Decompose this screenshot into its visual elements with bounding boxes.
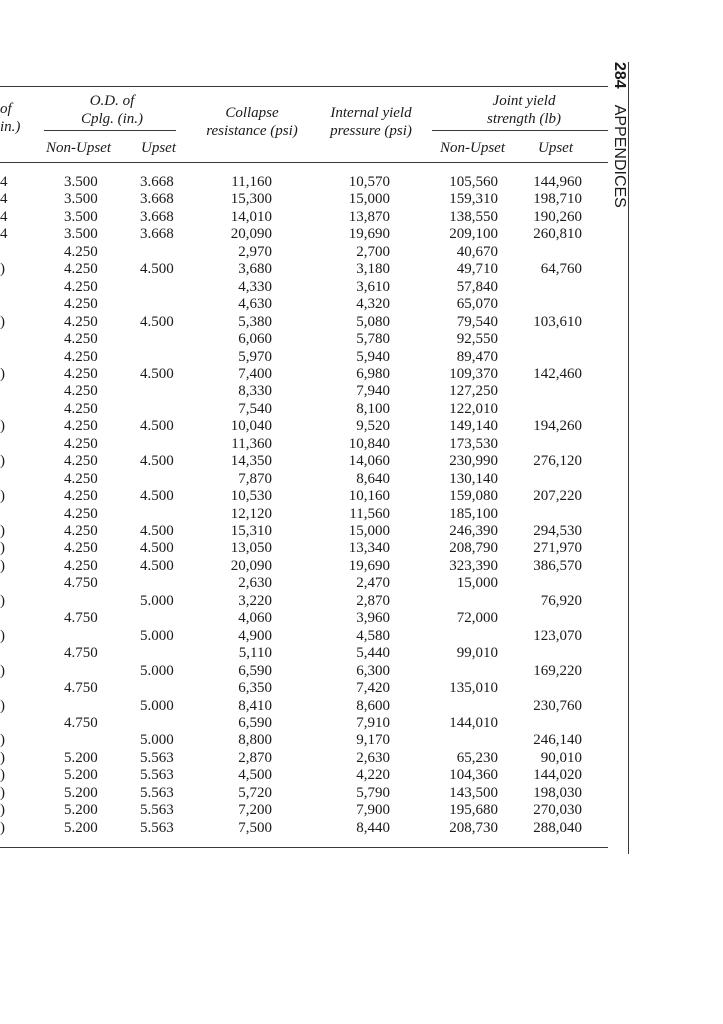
od-non-upset-cell: 3.500 [64, 191, 98, 208]
collapse-cell: 8,800 [238, 732, 272, 749]
od-non-upset-cell: 4.250 [64, 383, 98, 400]
od-non-upset-cell: 5.200 [64, 802, 98, 819]
internal-yield-cell: 8,440 [356, 819, 390, 836]
edge-fragment-cell: ) [0, 488, 5, 505]
collapse-cell: 15,300 [230, 191, 272, 208]
joint-upset-cell: 246,140 [533, 732, 582, 749]
edge-fragment-cell: ) [0, 313, 5, 330]
joint-non-upset-cell: 72,000 [456, 610, 498, 627]
od-upset-cell: 4.500 [140, 365, 174, 382]
joint-non-upset-cell: 173,530 [449, 435, 498, 452]
joint-upset-cell: 260,810 [533, 226, 582, 243]
partial-col-header-line2: in.) [0, 119, 21, 135]
od-group-rule [44, 130, 176, 131]
edge-fragment-cell: ) [0, 418, 5, 435]
od-cplg-header-line2: Cplg. (in.) [80, 111, 144, 127]
joint-non-upset-cell: 105,560 [449, 174, 498, 190]
margin-rule [628, 62, 629, 854]
edge-fragment-cell: ) [0, 662, 5, 679]
collapse-cell: 5,380 [238, 313, 272, 330]
internal-yield-cell: 2,870 [356, 592, 390, 609]
od-non-upset-cell: 4.250 [64, 331, 98, 348]
joint-non-upset-cell: 49,710 [456, 261, 498, 278]
od-upset-cell: 3.668 [140, 208, 174, 225]
collapse-cell: 6,590 [238, 714, 272, 731]
collapse-cell: 5,720 [238, 784, 272, 801]
joint-upset-cell: 194,260 [533, 418, 582, 435]
collapse-cell: 3,220 [238, 592, 272, 609]
joint-non-upset-cell: 109,370 [449, 365, 498, 382]
partial-col-header [0, 100, 20, 136]
od-non-upset-cell: 5.200 [64, 819, 98, 836]
joint-non-upset-cell: 208,790 [449, 540, 498, 557]
internal-yield-cell: 5,440 [356, 645, 390, 662]
collapse-cell: 20,090 [230, 226, 272, 243]
od-non-upset-cell: 4.750 [64, 575, 98, 592]
edge-fragment-cell: ) [0, 784, 5, 801]
joint-non-upset-cell: 130,140 [449, 470, 498, 487]
edge-fragment-cell: 4 [0, 174, 8, 190]
joint-upset-cell: 288,040 [533, 819, 582, 836]
internal-yield-cell: 19,690 [348, 557, 390, 574]
internal-yield-cell: 5,080 [356, 313, 390, 330]
joint-upset-cell: 142,460 [533, 365, 582, 382]
collapse-cell: 7,200 [238, 802, 272, 819]
section-title: APPENDICES [611, 104, 628, 208]
joint-non-upset-cell: 65,230 [456, 749, 498, 766]
collapse-cell: 15,310 [230, 523, 272, 539]
collapse-cell: 2,970 [238, 243, 272, 260]
table-bottom-rule [0, 847, 608, 848]
collapse-cell: 3,680 [238, 261, 272, 278]
joint-upset-cell: 144,960 [533, 174, 582, 190]
collapse-cell: 7,500 [238, 819, 272, 836]
internal-yield-header-line1: Internal yield [330, 105, 412, 121]
internal-yield-cell: 19,690 [348, 226, 390, 243]
collapse-cell: 14,350 [230, 453, 272, 470]
internal-yield-header [316, 104, 426, 140]
joint-non-upset-cell: 323,390 [449, 557, 498, 574]
collapse-cell: 10,040 [230, 418, 272, 435]
od-non-upset-cell: 4.750 [64, 645, 98, 662]
collapse-cell: 14,010 [230, 208, 272, 225]
joint-upset-cell: 207,220 [533, 488, 582, 505]
collapse-cell: 5,970 [238, 348, 272, 365]
internal-yield-cell: 11,560 [349, 505, 390, 522]
edge-fragment-cell: ) [0, 819, 5, 836]
od-upset-cell: 4.500 [140, 313, 174, 330]
od-non-upset-cell: 4.250 [64, 488, 98, 505]
collapse-cell: 8,330 [238, 383, 272, 400]
joint-non-upset-cell: 57,840 [456, 278, 498, 295]
joint-non-upset-cell: 144,010 [449, 714, 498, 731]
table-top-rule [0, 86, 608, 87]
od-upset-cell: 5.563 [140, 819, 174, 836]
od-upset-cell: 5.563 [140, 749, 174, 766]
od-non-upset-cell: 4.250 [64, 243, 98, 260]
od-non-upset-cell: 4.250 [64, 313, 98, 330]
joint-upset-cell: 270,030 [533, 802, 582, 819]
edge-fragment-cell: ) [0, 767, 5, 784]
joint-non-upset-cell: 185,100 [449, 505, 498, 522]
od-upset-cell: 5.000 [140, 592, 174, 609]
collapse-cell: 20,090 [230, 557, 272, 574]
joint-non-upset-subheader: Non-Upset [440, 140, 505, 156]
internal-yield-cell: 4,220 [356, 767, 390, 784]
od-upset-cell: 5.000 [140, 662, 174, 679]
od-non-upset-subheader: Non-Upset [46, 140, 111, 156]
collapse-cell: 6,590 [238, 662, 272, 679]
od-non-upset-cell: 3.500 [64, 174, 98, 190]
joint-non-upset-cell: 246,390 [449, 523, 498, 539]
internal-yield-cell: 4,320 [356, 296, 390, 313]
od-non-upset-cell: 4.250 [64, 365, 98, 382]
internal-yield-cell: 5,780 [356, 331, 390, 348]
joint-non-upset-cell: 159,310 [449, 191, 498, 208]
od-non-upset-cell: 4.250 [64, 540, 98, 557]
joint-non-upset-cell: 159,080 [449, 488, 498, 505]
od-upset-cell: 4.500 [140, 261, 174, 278]
collapse-cell: 7,400 [238, 365, 272, 382]
collapse-cell: 11,160 [231, 174, 272, 190]
internal-yield-cell: 6,300 [356, 662, 390, 679]
od-non-upset-cell: 4.750 [64, 610, 98, 627]
internal-yield-cell: 8,640 [356, 470, 390, 487]
collapse-cell: 12,120 [230, 505, 272, 522]
joint-upset-cell: 76,920 [540, 592, 582, 609]
collapse-cell: 8,410 [238, 697, 272, 714]
od-non-upset-cell: 4.250 [64, 470, 98, 487]
od-upset-cell: 5.000 [140, 732, 174, 749]
joint-non-upset-cell: 122,010 [449, 400, 498, 417]
internal-yield-cell: 9,170 [356, 732, 390, 749]
od-upset-subheader: Upset [141, 140, 176, 156]
od-upset-cell: 4.500 [140, 540, 174, 557]
internal-yield-cell: 13,340 [348, 540, 390, 557]
joint-non-upset-cell: 135,010 [449, 680, 498, 697]
joint-upset-subheader: Upset [538, 140, 573, 156]
joint-upset-cell: 198,030 [533, 784, 582, 801]
collapse-cell: 2,630 [238, 575, 272, 592]
joint-yield-header-line1: Joint yield [492, 93, 556, 109]
joint-upset-cell: 294,530 [533, 523, 582, 539]
edge-fragment-cell: ) [0, 732, 5, 749]
edge-fragment-cell: 4 [0, 226, 8, 243]
od-upset-cell: 3.668 [140, 226, 174, 243]
internal-yield-cell: 5,790 [356, 784, 390, 801]
od-non-upset-cell: 4.250 [64, 505, 98, 522]
joint-upset-cell: 386,570 [533, 557, 582, 574]
collapse-cell: 7,540 [238, 400, 272, 417]
od-upset-cell: 4.500 [140, 557, 174, 574]
edge-fragment-cell: 4 [0, 208, 8, 225]
internal-yield-cell: 5,940 [356, 348, 390, 365]
internal-yield-cell: 4,580 [356, 627, 390, 644]
joint-non-upset-cell: 230,990 [449, 453, 498, 470]
joint-upset-cell: 230,760 [533, 697, 582, 714]
joint-upset-cell: 123,070 [533, 627, 582, 644]
internal-yield-cell: 3,610 [356, 278, 390, 295]
internal-yield-cell: 7,420 [356, 680, 390, 697]
joint-yield-header-line2: strength (lb) [486, 111, 562, 127]
internal-yield-cell: 3,960 [356, 610, 390, 627]
internal-yield-cell: 3,180 [356, 261, 390, 278]
internal-yield-cell: 7,900 [356, 802, 390, 819]
edge-fragment-cell: ) [0, 749, 5, 766]
internal-yield-cell: 2,630 [356, 749, 390, 766]
od-non-upset-cell: 5.200 [64, 767, 98, 784]
od-non-upset-cell: 4.750 [64, 680, 98, 697]
od-non-upset-cell: 4.250 [64, 261, 98, 278]
joint-upset-cell: 169,220 [533, 662, 582, 679]
collapse-header [190, 104, 314, 140]
joint-non-upset-cell: 208,730 [449, 819, 498, 836]
collapse-cell: 4,330 [238, 278, 272, 295]
od-cplg-header-line1: O.D. of [89, 93, 135, 109]
joint-yield-header [462, 92, 586, 128]
od-non-upset-cell: 3.500 [64, 226, 98, 243]
od-upset-cell: 5.000 [140, 697, 174, 714]
edge-fragment-cell: ) [0, 261, 5, 278]
od-non-upset-cell: 4.250 [64, 348, 98, 365]
joint-non-upset-cell: 40,670 [456, 243, 498, 260]
internal-yield-cell: 10,160 [348, 488, 390, 505]
edge-fragment-cell: 4 [0, 191, 8, 208]
running-head [611, 62, 676, 212]
od-non-upset-cell: 4.750 [64, 714, 98, 731]
joint-upset-cell: 276,120 [533, 453, 582, 470]
edge-fragment-cell: ) [0, 592, 5, 609]
internal-yield-cell: 10,840 [348, 435, 390, 452]
edge-fragment-cell: ) [0, 453, 5, 470]
joint-non-upset-cell: 209,100 [449, 226, 498, 243]
joint-upset-cell: 144,020 [533, 767, 582, 784]
joint-upset-cell: 198,710 [533, 191, 582, 208]
edge-fragment-cell: ) [0, 802, 5, 819]
od-non-upset-cell: 4.250 [64, 278, 98, 295]
od-non-upset-cell: 3.500 [64, 208, 98, 225]
internal-yield-cell: 2,700 [356, 243, 390, 260]
internal-yield-cell: 15,000 [348, 523, 390, 539]
header-bottom-rule [0, 162, 608, 163]
collapse-cell: 4,500 [238, 767, 272, 784]
joint-non-upset-cell: 99,010 [456, 645, 498, 662]
joint-non-upset-cell: 65,070 [456, 296, 498, 313]
collapse-cell: 13,050 [230, 540, 272, 557]
internal-yield-cell: 14,060 [348, 453, 390, 470]
collapse-cell: 6,060 [238, 331, 272, 348]
joint-non-upset-cell: 15,000 [456, 575, 498, 592]
internal-yield-cell: 8,600 [356, 697, 390, 714]
joint-non-upset-cell: 79,540 [456, 313, 498, 330]
od-cplg-header [52, 92, 172, 128]
od-upset-cell: 5.000 [140, 627, 174, 644]
od-non-upset-cell: 4.250 [64, 400, 98, 417]
edge-fragment-cell: ) [0, 697, 5, 714]
edge-fragment-cell: ) [0, 540, 5, 557]
internal-yield-cell: 7,910 [356, 714, 390, 731]
collapse-cell: 11,360 [231, 435, 272, 452]
od-non-upset-cell: 4.250 [64, 523, 98, 539]
collapse-header-line2: resistance (psi) [206, 123, 298, 139]
edge-fragment-cell: ) [0, 365, 5, 382]
od-upset-cell: 4.500 [140, 488, 174, 505]
collapse-cell: 7,870 [238, 470, 272, 487]
edge-fragment-cell: ) [0, 523, 5, 539]
od-non-upset-cell: 4.250 [64, 557, 98, 574]
internal-yield-cell: 8,100 [356, 400, 390, 417]
od-upset-cell: 5.563 [140, 802, 174, 819]
internal-yield-cell: 9,520 [356, 418, 390, 435]
od-upset-cell: 3.668 [140, 174, 174, 190]
collapse-cell: 4,630 [238, 296, 272, 313]
collapse-cell: 4,060 [238, 610, 272, 627]
internal-yield-cell: 13,870 [348, 208, 390, 225]
partial-col-header-line1: of [0, 101, 12, 117]
edge-fragment-cell: ) [0, 557, 5, 574]
collapse-cell: 5,110 [238, 645, 272, 662]
od-non-upset-cell: 5.200 [64, 784, 98, 801]
od-non-upset-cell: 5.200 [64, 749, 98, 766]
od-upset-cell: 4.500 [140, 523, 174, 539]
od-non-upset-cell: 4.250 [64, 418, 98, 435]
internal-yield-cell: 2,470 [356, 575, 390, 592]
od-non-upset-cell: 4.250 [64, 296, 98, 313]
joint-non-upset-cell: 89,470 [456, 348, 498, 365]
internal-yield-cell: 6,980 [356, 365, 390, 382]
joint-upset-cell: 103,610 [533, 313, 582, 330]
od-upset-cell: 4.500 [140, 453, 174, 470]
collapse-cell: 2,870 [238, 749, 272, 766]
joint-non-upset-cell: 104,360 [449, 767, 498, 784]
joint-upset-cell: 64,760 [540, 261, 582, 278]
od-upset-cell: 5.563 [140, 767, 174, 784]
joint-upset-cell: 190,260 [533, 208, 582, 225]
od-upset-cell: 3.668 [140, 191, 174, 208]
joint-upset-cell: 271,970 [533, 540, 582, 557]
joint-non-upset-cell: 143,500 [449, 784, 498, 801]
collapse-cell: 4,900 [238, 627, 272, 644]
joint-upset-cell: 90,010 [540, 749, 582, 766]
internal-yield-cell: 15,000 [348, 191, 390, 208]
collapse-header-line1: Collapse [225, 105, 279, 121]
joint-non-upset-cell: 149,140 [449, 418, 498, 435]
internal-yield-cell: 10,570 [348, 174, 390, 190]
page-number: 284 [611, 62, 628, 89]
joint-non-upset-cell: 127,250 [449, 383, 498, 400]
od-upset-cell: 4.500 [140, 418, 174, 435]
collapse-cell: 6,350 [238, 680, 272, 697]
od-upset-cell: 5.563 [140, 784, 174, 801]
joint-non-upset-cell: 138,550 [449, 208, 498, 225]
internal-yield-cell: 7,940 [356, 383, 390, 400]
joint-non-upset-cell: 195,680 [449, 802, 498, 819]
edge-fragment-cell: ) [0, 627, 5, 644]
od-non-upset-cell: 4.250 [64, 435, 98, 452]
joint-non-upset-cell: 92,550 [456, 331, 498, 348]
od-non-upset-cell: 4.250 [64, 453, 98, 470]
collapse-cell: 10,530 [230, 488, 272, 505]
joint-group-rule [432, 130, 608, 131]
internal-yield-header-line2: pressure (psi) [330, 123, 412, 139]
